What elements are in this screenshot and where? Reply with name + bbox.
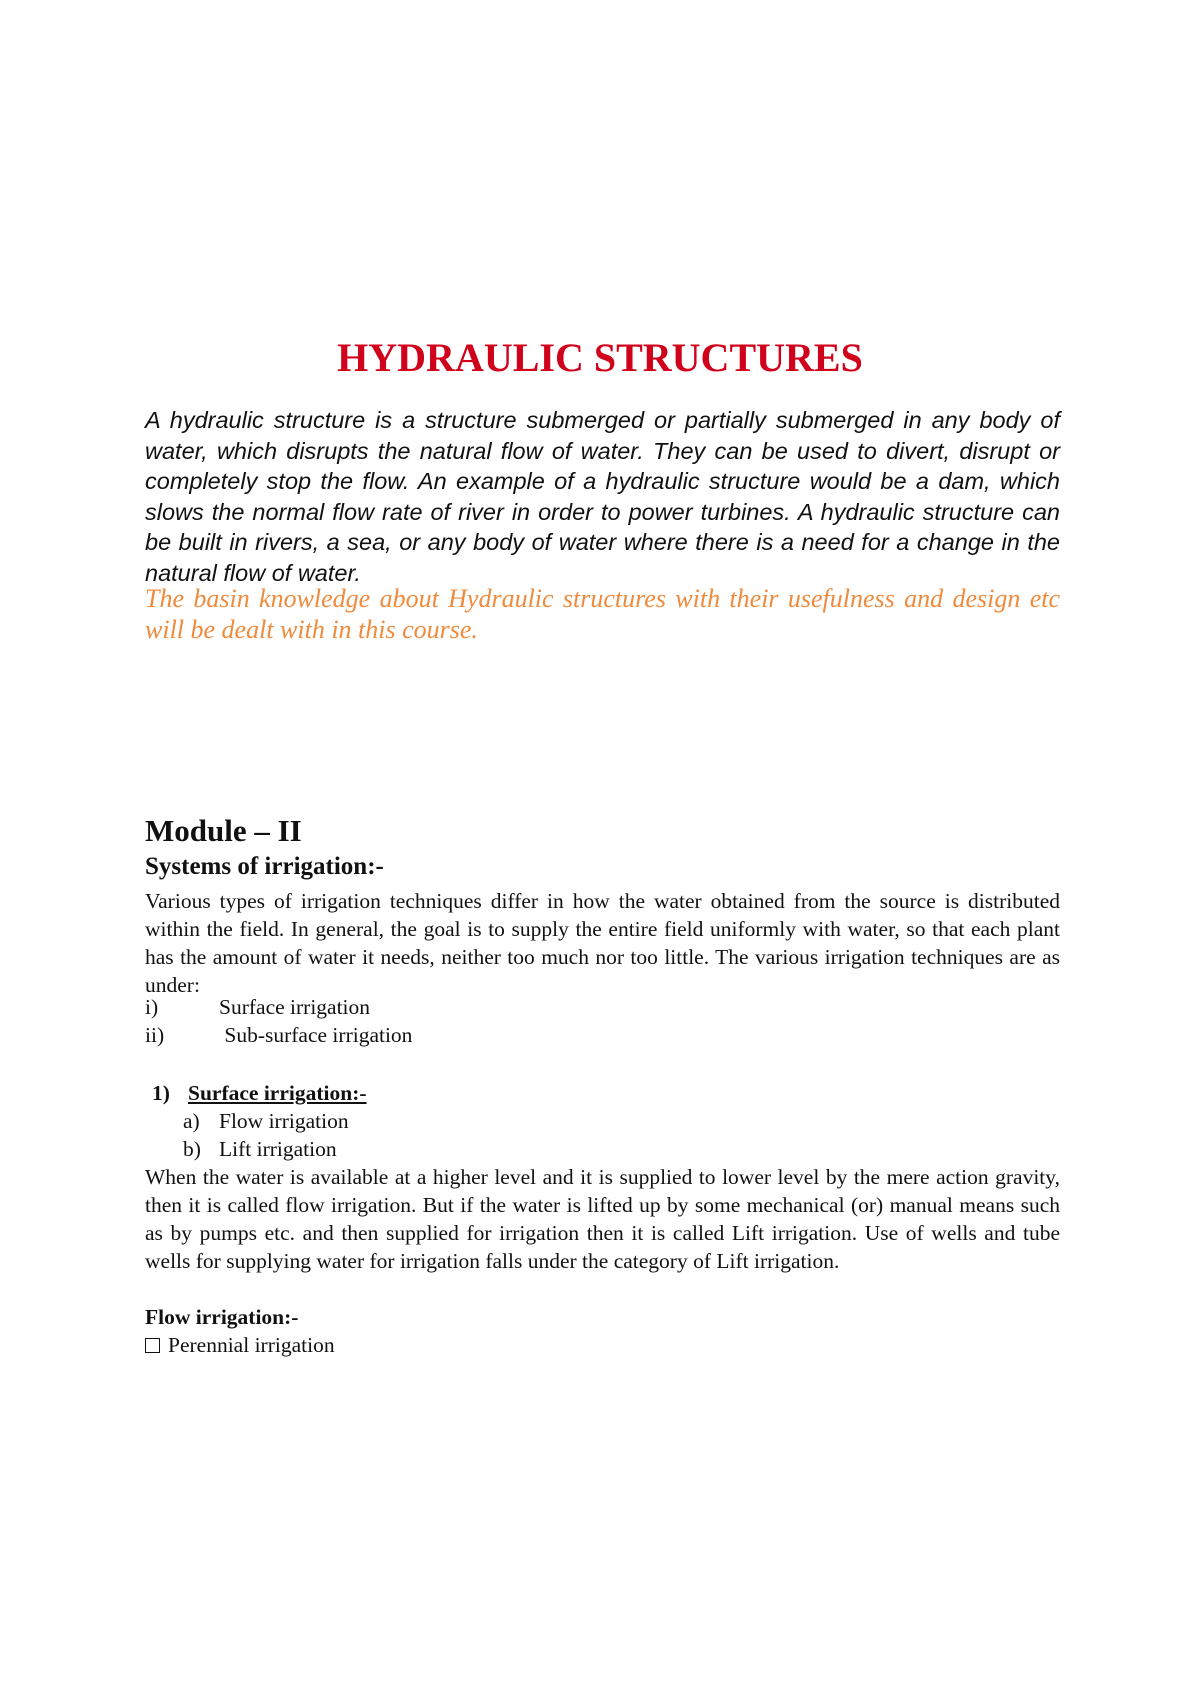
section-heading-systems-of-irrigation: Systems of irrigation:- (145, 853, 384, 880)
list-item-label: Lift irrigation (219, 1137, 337, 1161)
list-item-label: Surface irrigation (219, 995, 371, 1019)
list-item (183, 1107, 349, 1135)
list-item-number: ii) (145, 1023, 165, 1047)
irrigation-intro-paragraph: Various types of irrigation techniques differ in how the water obtained from the source is distributed within the field. In general, the goal is to supply the entire field uniformly with water, so that each plant has the amount of water it needs, neither too much nor too little. The various irrigation techniques are as under: (145, 889, 1060, 997)
surface-irrigation-list (183, 1107, 349, 1163)
list-item (183, 1135, 349, 1163)
checkbox-bullet-icon (145, 1338, 160, 1353)
heading-number: 1) (152, 1081, 170, 1105)
list-item-number: b) (183, 1137, 201, 1161)
list-item-number: a) (183, 1109, 200, 1133)
module-heading: Module – II (145, 813, 302, 848)
list-item (145, 1021, 412, 1049)
intro-paragraph: A hydraulic structure is a structure submerged or partially submerged in any body of water, which disrupts the natural flow of water. They can be used to divert, disrupt or completely stop the flow. An example of a hydraulic structure would be a dam, which slows the normal flow rate of river in order to power turbines. A hydraulic structure can be built in rivers, a sea, or any body of water where there is a need for a change in the natural flow of water. (145, 407, 1060, 586)
bullet-label: Perennial irrigation (168, 1333, 335, 1357)
flow-vs-lift-paragraph: When the water is available at a higher level and it is supplied to lower level by the mere action gravity, then it is called flow irrigation. But if the water is lifted up by some mechanical (or) manual means such as by pumps etc. and then supplied for irrigation then it is called Lift irrigation. Use of wells and tube wells for supplying water for irrigation falls under the category of Lift irrigation. (145, 1165, 1060, 1273)
perennial-irrigation-item (145, 1331, 335, 1359)
course-note: The basin knowledge about Hydraulic structures with their usefulness and design etc will be dealt with in this course. (145, 584, 1060, 644)
list-item-number: i) (145, 995, 159, 1019)
list-item (145, 993, 412, 1021)
flow-irrigation-heading: Flow irrigation:- (145, 1305, 299, 1329)
list-item-label: Sub-surface irrigation (219, 1023, 413, 1047)
irrigation-types-list (145, 993, 412, 1049)
surface-irrigation-heading (152, 1079, 367, 1107)
heading-label: Surface irrigation:- (188, 1081, 367, 1105)
document-title: HYDRAULIC STRUCTURES (337, 335, 863, 380)
list-item-label: Flow irrigation (219, 1109, 349, 1133)
